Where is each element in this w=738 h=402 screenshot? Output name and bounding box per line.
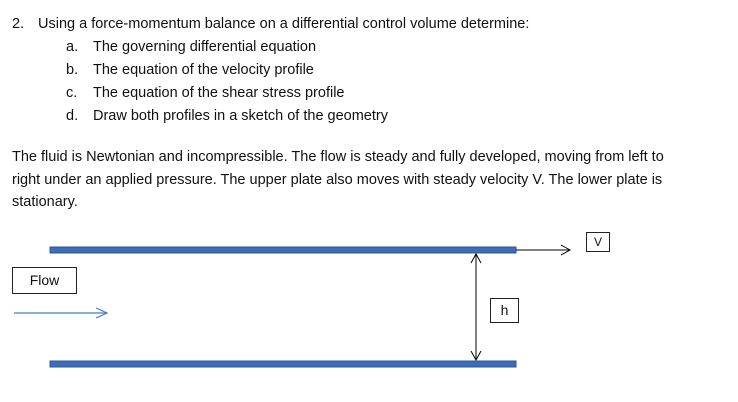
flow-label: Flow [29, 272, 60, 288]
question-item-b: b. The equation of the velocity profile [66, 62, 314, 78]
velocity-label: V [593, 235, 602, 249]
question-item-a: a. The governing differential equation [66, 39, 317, 55]
lower-plate [50, 361, 516, 367]
gap-label-box [490, 298, 519, 323]
upper-plate [50, 247, 516, 253]
question-item-d: d. Draw both profiles in a sketch of the geometry [66, 108, 388, 124]
description-line-2: right under an applied pressure. The upper plate also moves with steady velocity V. The lower plate is [12, 171, 663, 188]
description-line-1: The fluid is Newtonian and incompressible. The flow is steady and fully developed, moving from left to [12, 149, 664, 165]
question-item-c: c. The equation of the shear stress profile [66, 85, 345, 101]
description-line-3: stationary. [12, 194, 78, 210]
gap-label: h [500, 302, 509, 318]
question-number: 2. [12, 16, 25, 32]
velocity-label-box [586, 232, 610, 252]
question-text: Using a force-momentum balance on a differential control volume determine: [38, 16, 530, 32]
flow-label-box [12, 267, 77, 294]
